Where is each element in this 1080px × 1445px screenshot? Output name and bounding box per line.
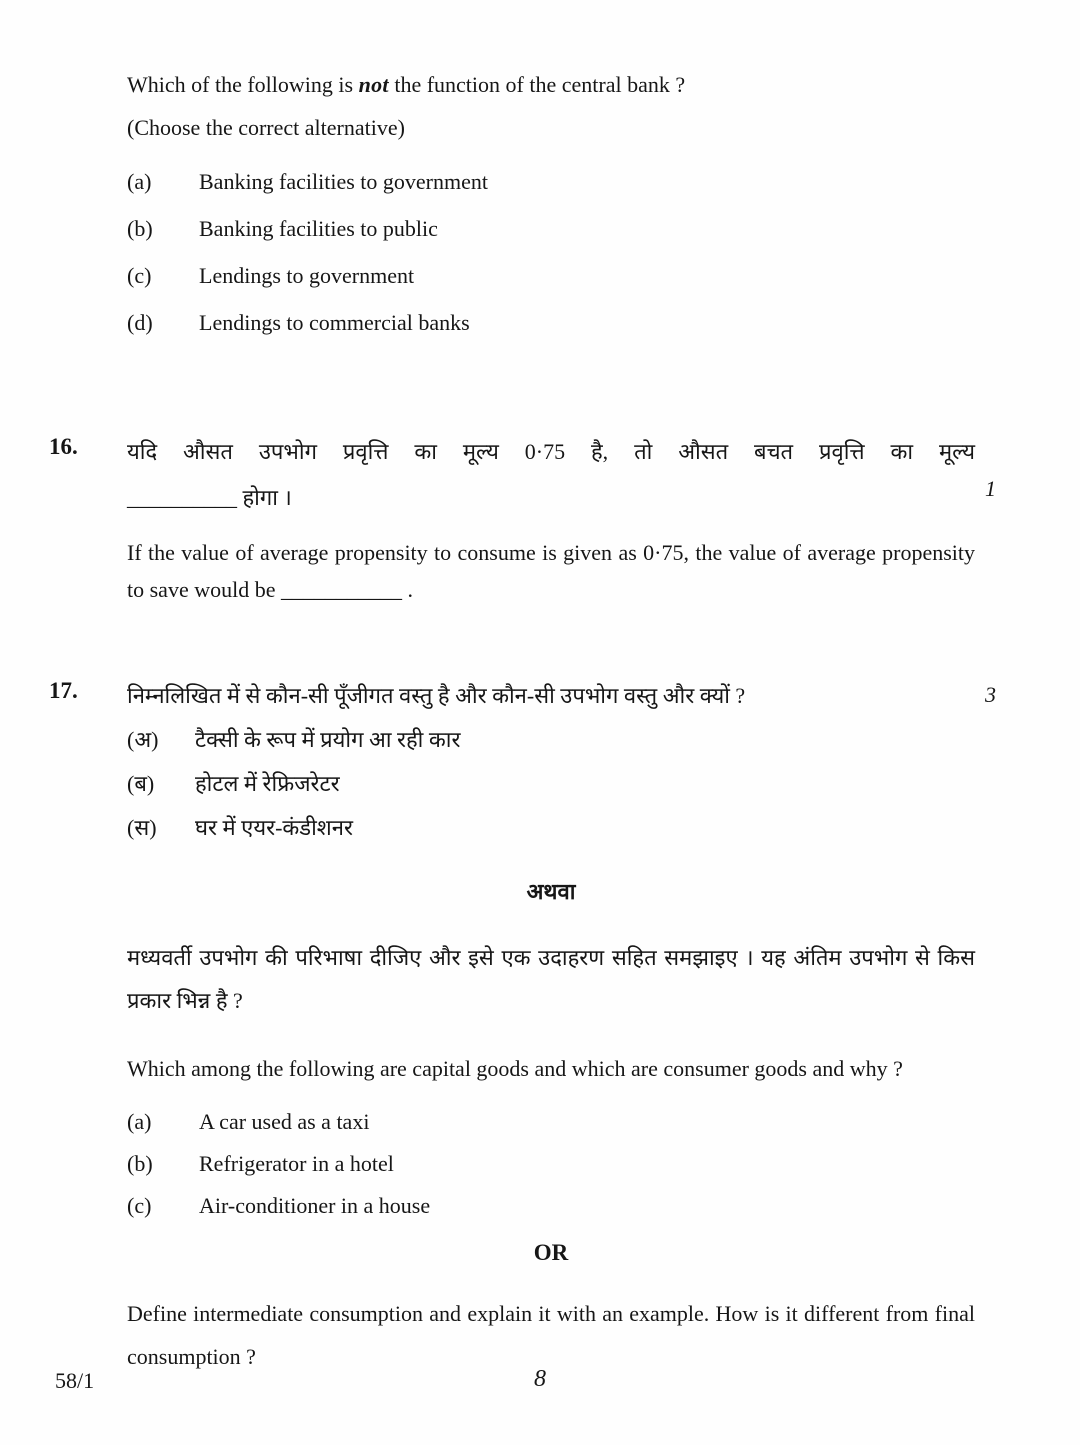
question-16-english: If the value of average propensity to consume is given as 0·75, the value of average propensity to save would be ___________ . — [127, 540, 975, 602]
option-label: (c) — [127, 1193, 152, 1218]
option-label: (c) — [127, 263, 152, 288]
option-row — [127, 1149, 975, 1179]
option-label: (b) — [127, 1151, 153, 1176]
question-15-emphasis: not — [358, 72, 389, 97]
option-row — [127, 810, 975, 846]
option-text: Banking facilities to public — [199, 216, 438, 241]
question-15-suffix: the function of the central bank ? — [388, 72, 686, 97]
option-label: (स) — [127, 815, 157, 840]
option-text: Air-conditioner in a house — [199, 1193, 431, 1218]
page-content — [49, 0, 996, 1378]
option-label: (a) — [127, 1109, 152, 1134]
question-17-english-question: Which among the following are capital goods and which are consumer goods and why ? — [127, 1056, 903, 1081]
question-16-number: 16. — [49, 434, 78, 459]
question-16-block — [49, 434, 996, 608]
option-row — [127, 261, 975, 291]
question-16-hindi-line1: यदि औसत उपभोग प्रवृत्ति का मूल्य 0·75 है, तो औसत बचत प्रवृत्ति का मूल्य — [127, 439, 975, 464]
question-17-hindi-question: निम्नलिखित में से कौन-सी पूँजीगत वस्तु है और कौन-सी उपभोग वस्तु और क्यों ? — [127, 683, 746, 708]
option-row — [127, 214, 975, 244]
option-text: टैक्सी के रूप में प्रयोग आ रही कार — [195, 727, 461, 752]
option-label: (अ) — [127, 727, 159, 752]
option-text: Lendings to government — [199, 263, 415, 288]
question-17-number: 17. — [49, 678, 78, 703]
option-label: (d) — [127, 310, 153, 335]
option-label: (a) — [127, 169, 152, 194]
question-15-text — [127, 70, 975, 100]
question-17-marks: 3 — [985, 682, 996, 707]
option-row — [127, 1191, 975, 1221]
question-17-english-alternative: Define intermediate consumption and explain it with an example. How is it different from final consumption ? — [127, 1301, 975, 1369]
question-17-hindi-alternative: मध्यवर्ती उपभोग की परिभाषा दीजिए और इसे एक उदाहरण सहित समझाइए । यह अंतिम उपभोग से किस प्रकार भिन्न है ? — [127, 945, 975, 1013]
footer-paper-code: 58/1 — [55, 1368, 95, 1393]
question-16-hindi-line2: __________ होगा । — [127, 485, 292, 510]
option-row — [127, 722, 975, 758]
option-row — [127, 766, 975, 802]
option-text: Lendings to commercial banks — [199, 310, 470, 335]
option-row — [127, 308, 975, 338]
question-15-block — [127, 70, 975, 338]
or-separator-hindi: अथवा — [526, 879, 576, 904]
choose-alternative-note: (Choose the correct alternative) — [127, 115, 405, 140]
option-text: A car used as a taxi — [199, 1109, 370, 1134]
question-15-prefix: Which of the following is — [127, 72, 359, 97]
footer-page-number: 8 — [534, 1366, 546, 1392]
option-text: Banking facilities to government — [199, 169, 488, 194]
option-text: Refrigerator in a hotel — [199, 1151, 394, 1176]
option-row — [127, 167, 975, 197]
option-label: (ब) — [127, 771, 155, 796]
option-row — [127, 1107, 975, 1137]
option-label: (b) — [127, 216, 153, 241]
option-text: घर में एयर-कंडीशनर — [195, 815, 353, 840]
or-separator-english: OR — [533, 1240, 569, 1265]
question-16-marks: 1 — [985, 476, 996, 501]
option-text: होटल में रेफ्रिजरेटर — [195, 771, 340, 796]
question-17-block — [49, 678, 996, 1378]
